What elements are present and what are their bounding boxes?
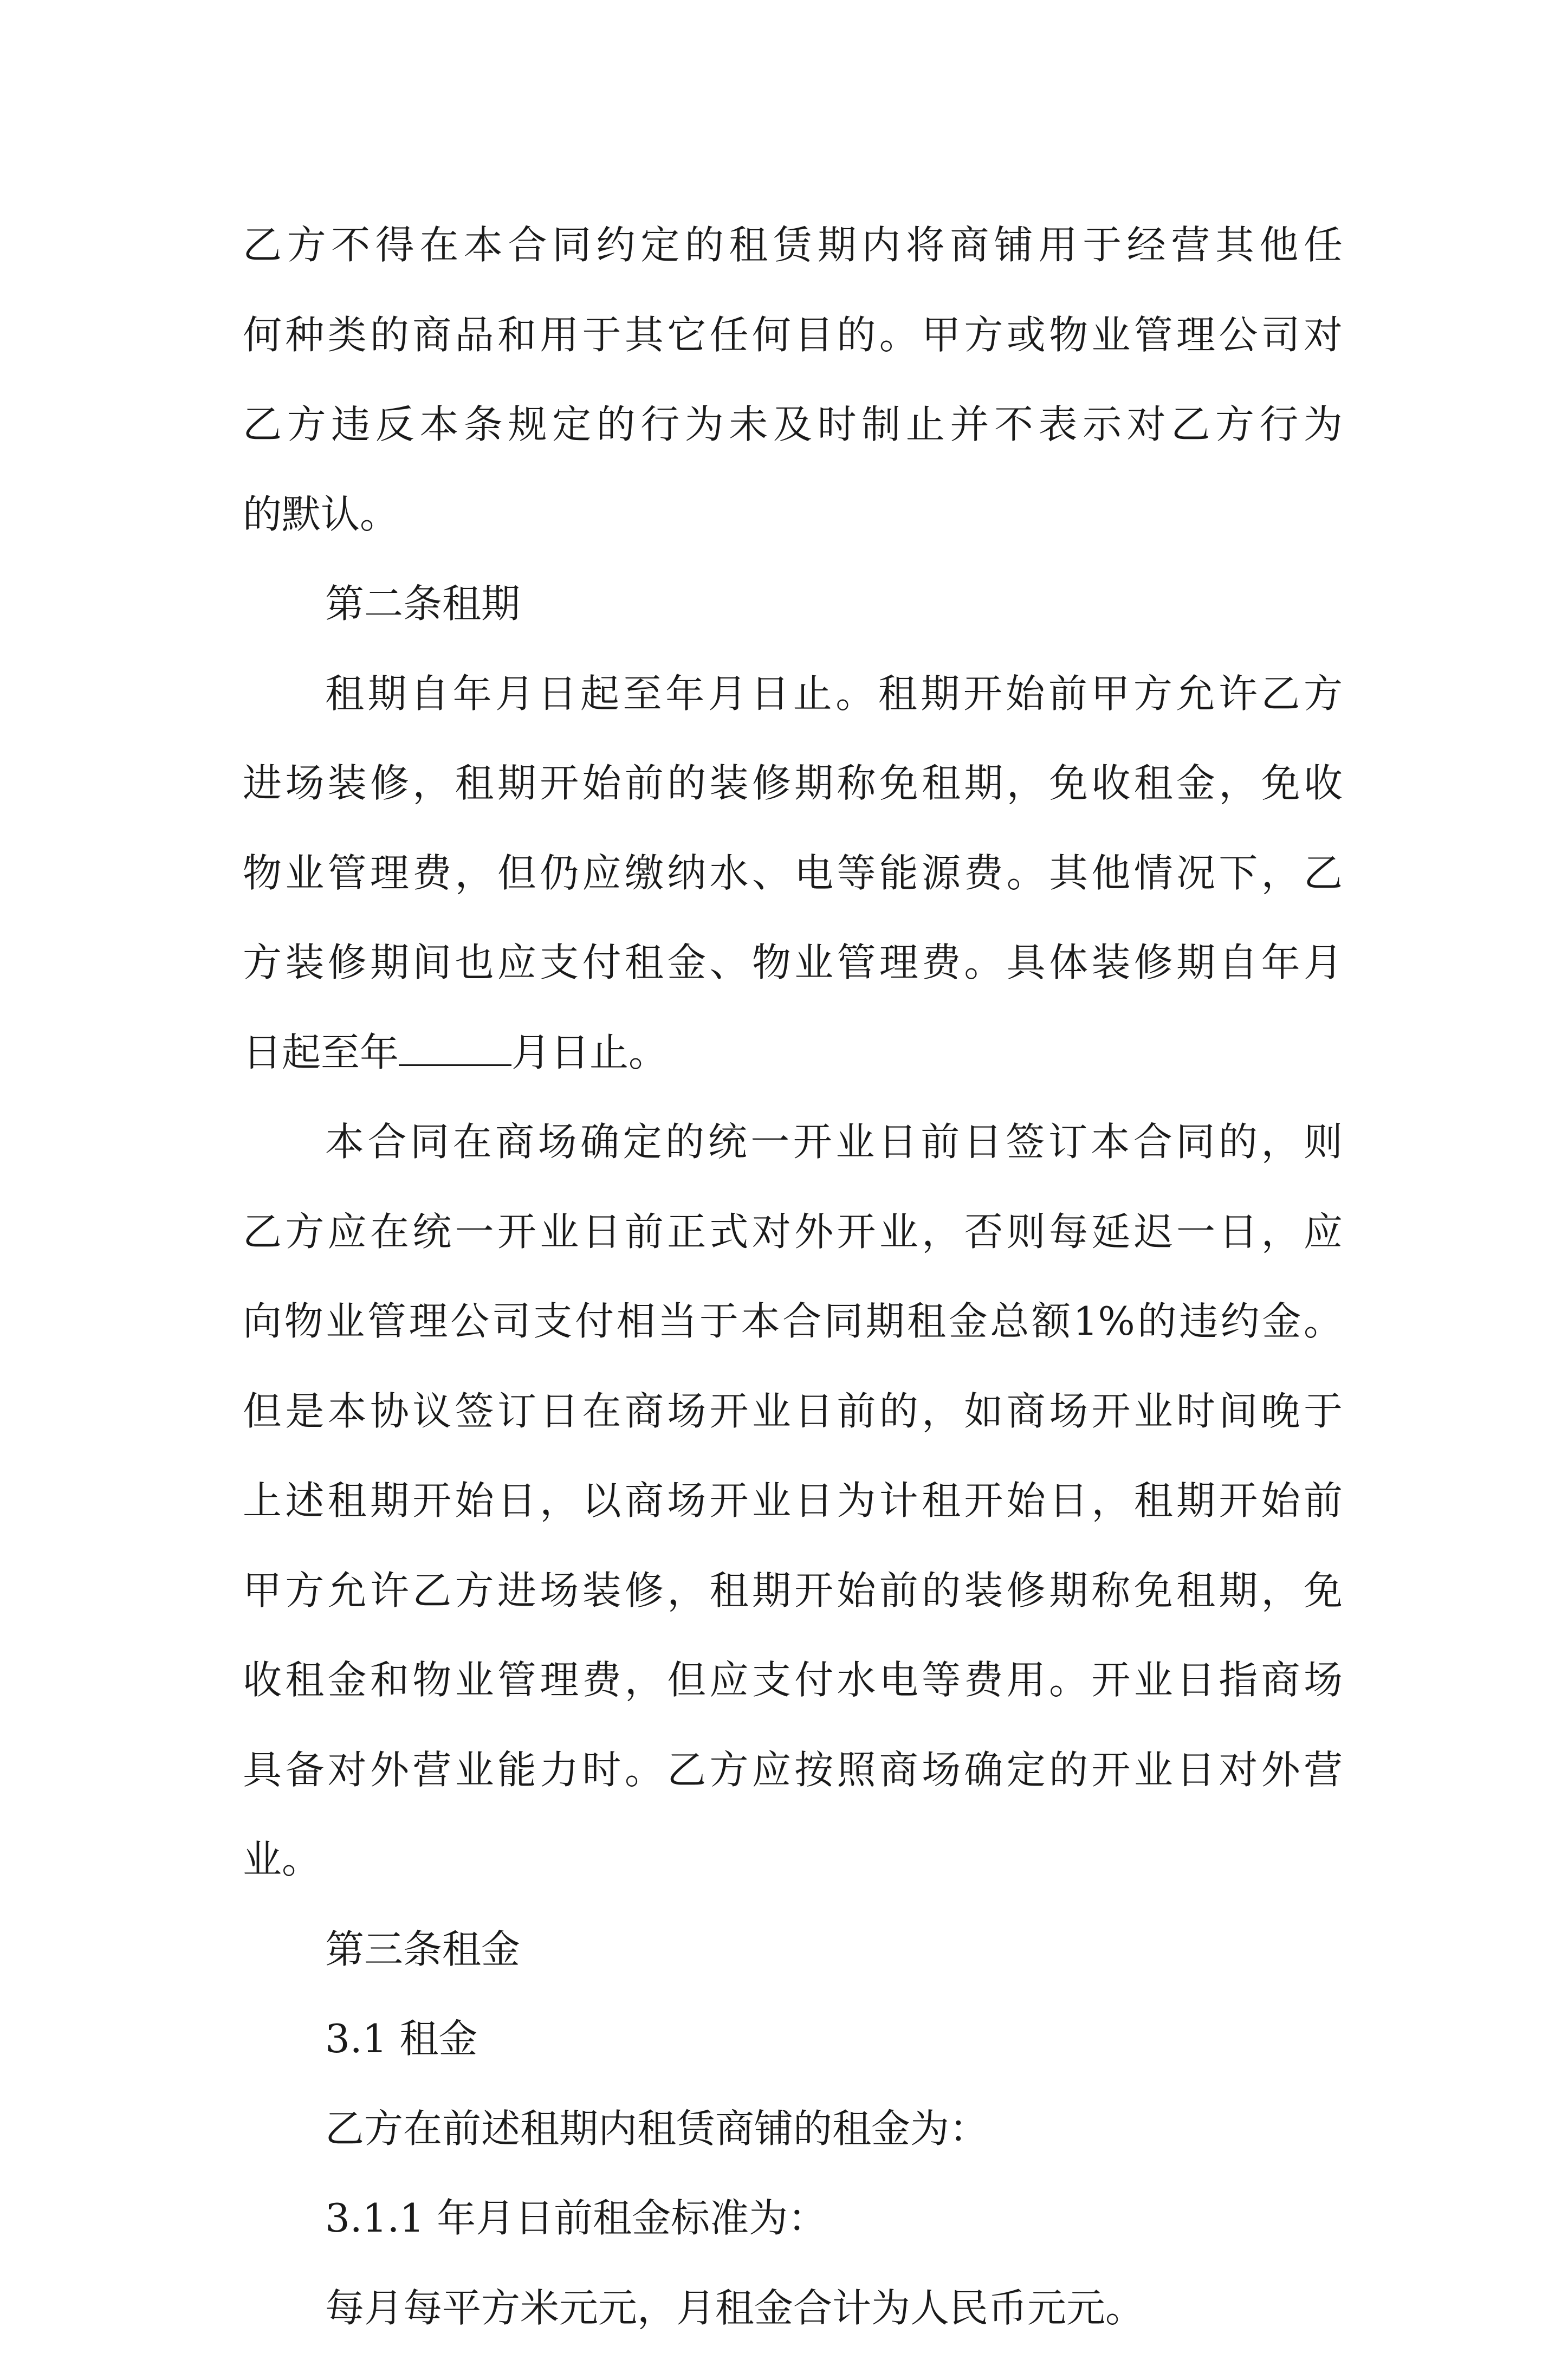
text-line: 乙方不得在本合同约定的租赁期内将商铺用于经营其他任 <box>243 201 1343 290</box>
text-line-with-blank <box>243 1008 1343 1098</box>
contract-text <box>243 201 1343 2353</box>
text-line: 方装修期间也应支付租金、物业管理费。具体装修期自年月 <box>243 918 1343 1008</box>
text-line: 乙方应在统一开业日前正式对外开业，否则每延迟一日，应 <box>243 1187 1343 1277</box>
text-line: 本合同在商场确定的统一开业日前日签订本合同的，则 <box>243 1097 1343 1187</box>
section-heading: 第三条租金 <box>243 1905 1343 1995</box>
text-line: 的默认。 <box>243 470 1343 560</box>
subsection-heading: 3.1 租金 <box>243 1994 1343 2084</box>
text-line: 物业管理费，但仍应缴纳水、电等能源费。其他情况下，乙 <box>243 829 1343 919</box>
text-line: 上述租期开始日，以商场开业日为计租开始日，租期开始前 <box>243 1456 1343 1546</box>
text-line: 向物业管理公司支付相当于本合同期租金总额1%的违约金。 <box>243 1277 1343 1367</box>
text-line: 乙方在前述租期内租赁商铺的租金为： <box>243 2084 1343 2174</box>
text-line: 乙方违反本条规定的行为未及时制止并不表示对乙方行为 <box>243 380 1343 470</box>
text-line: 具备对外营业能力时。乙方应按照商场确定的开业日对外营 <box>243 1725 1343 1815</box>
text-line: 租期自年月日起至年月日止。租期开始前甲方允许乙方 <box>243 649 1343 739</box>
text-line: 但是本协议签订日在商场开业日前的，如商场开业时间晚于 <box>243 1367 1343 1457</box>
text-line: 每月每平方米元元，月租金合计为人民币元元。 <box>243 2264 1343 2353</box>
text-line: 收租金和物业管理费，但应支付水电等费用。开业日指商场 <box>243 1636 1343 1725</box>
text-line: 进场装修，租期开始前的装修期称免租期，免收租金，免收 <box>243 739 1343 829</box>
fill-in-blank <box>399 1034 511 1066</box>
text-line: 3.1.1 年月日前租金标准为： <box>243 2174 1343 2264</box>
text-line: 何种类的商品和用于其它任何目的。甲方或物业管理公司对 <box>243 290 1343 380</box>
text-line: 甲方允许乙方进场装修，租期开始前的装修期称免租期，免 <box>243 1546 1343 1636</box>
text-line: 业。 <box>243 1815 1343 1905</box>
section-heading: 第二条租期 <box>243 559 1343 649</box>
text-segment: 日起至年 <box>243 1030 399 1075</box>
text-segment: 月日止。 <box>511 1030 668 1075</box>
